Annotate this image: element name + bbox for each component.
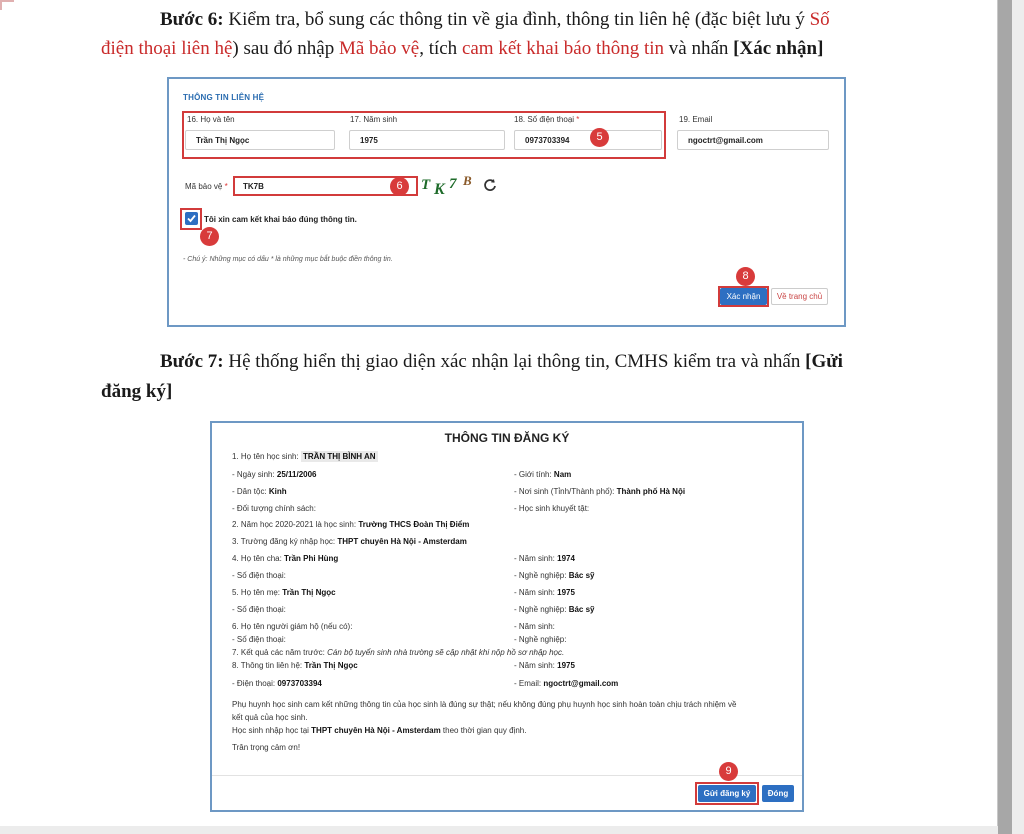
contact-email-value: ngoctrt@gmail.com <box>543 679 619 688</box>
enrollment-line <box>232 726 526 735</box>
captcha-required-mark: * <box>224 182 228 191</box>
contact-section-title: THÔNG TIN LIÊN HỆ <box>183 93 265 102</box>
mother-birth-row <box>514 588 575 597</box>
father-phone-row: - Số điện thoại: <box>232 571 286 580</box>
step6-red2: Mã bảo vệ <box>338 38 420 59</box>
step6-red3: cam kết khai báo thông tin <box>461 38 665 59</box>
contact-birth-row <box>514 661 575 670</box>
mother-job-label: - Nghề nghiệp: <box>514 605 569 614</box>
ethnicity-value: Kinh <box>268 487 287 496</box>
summary-title: THÔNG TIN ĐĂNG KÝ <box>444 431 570 445</box>
page-bottom-strip <box>0 826 998 834</box>
captcha-char-3: 7 <box>449 176 457 192</box>
captcha-label <box>185 182 228 191</box>
guardian-name-row: 6. Họ tên người giám hộ (nếu có): <box>232 622 353 631</box>
step6-line1 <box>160 5 960 34</box>
mother-name-label: 5. Họ tên mẹ: <box>232 588 283 597</box>
contact-email-label: - Email: <box>514 679 544 688</box>
student-name-row <box>232 452 378 461</box>
contact-phone-value: 0973703394 <box>277 679 322 688</box>
refresh-icon[interactable] <box>483 178 497 192</box>
submit-registration-button[interactable]: Gửi đăng ký <box>698 785 756 802</box>
mother-phone-row: - Số điện thoại: <box>232 605 286 614</box>
father-name-value: Trần Phi Hùng <box>284 554 339 563</box>
birthdate-label: - Ngày sinh: <box>232 470 277 479</box>
highlight-submit-button <box>695 782 759 805</box>
mother-job-row <box>514 605 595 614</box>
phone-label-text: 18. Số điện thoại <box>514 115 575 124</box>
policy-row: - Đối tượng chính sách: <box>232 504 316 513</box>
mother-birth-label: - Năm sinh: <box>514 588 558 597</box>
previous-results-row <box>232 648 564 657</box>
contact-birth-label: - Năm sinh: <box>514 661 558 670</box>
birthplace-row <box>514 487 685 496</box>
page-corner-mark <box>0 0 14 10</box>
contact-birth-value: 1975 <box>557 661 575 670</box>
target-school-value: THPT chuyên Hà Nội - Amsterdam <box>337 537 467 546</box>
guardian-birth-row: - Năm sinh: <box>514 622 555 631</box>
father-job-label: - Nghề nghiệp: <box>514 571 569 580</box>
captcha-char-1: T <box>421 177 431 193</box>
enrollment-rest: theo thời gian quy định. <box>440 726 527 735</box>
phone-field[interactable]: 0973703394 <box>514 130 662 150</box>
target-school-label: 3. Trường đăng ký nhập học: <box>232 537 338 546</box>
enrollment-school: THPT chuyên Hà Nội - Amsterdam <box>311 726 441 735</box>
step-badge-5: 5 <box>590 128 609 147</box>
current-school-value: Trường THCS Đoàn Thị Điểm <box>358 520 470 529</box>
footer-divider <box>212 775 802 776</box>
step7-bold-end2: đăng ký] <box>101 381 173 402</box>
highlight-checkbox <box>180 208 202 230</box>
contact-phone-label: - Điện thoại: <box>232 679 278 688</box>
contact-email-row <box>514 679 618 688</box>
disability-row: - Học sinh khuyết tật: <box>514 504 590 513</box>
step6-bold-end: [Xác nhận] <box>733 38 824 59</box>
step7-line2 <box>101 377 501 406</box>
father-job-row <box>514 571 595 580</box>
confirm-button[interactable]: Xác nhận <box>720 288 767 305</box>
current-school-row <box>232 520 469 529</box>
step7-line1 <box>160 347 960 376</box>
mother-job-value: Bác sỹ <box>568 605 595 614</box>
contact-phone-row <box>232 679 322 688</box>
guardian-job-row: - Nghề nghiệp: <box>514 635 567 644</box>
step6-label: Bước 6: <box>160 9 224 30</box>
mother-name-value: Trần Thị Ngọc <box>282 588 336 597</box>
step7-bold-end1: [Gửi <box>805 351 843 372</box>
captcha-input[interactable]: TK7B <box>233 176 418 196</box>
home-button[interactable]: Về trang chủ <box>771 288 828 305</box>
email-label: 19. Email <box>679 115 713 124</box>
guardian-phone-row: - Số điện thoại: <box>232 635 286 644</box>
contact-name-label: 8. Thông tin liên hệ: <box>232 661 305 670</box>
step6-text3: , tích <box>419 38 462 59</box>
highlight-confirm-button <box>718 286 769 307</box>
birth-year-field[interactable]: 1975 <box>349 130 505 150</box>
gender-label: - Giới tính: <box>514 470 554 479</box>
previous-results-label: 7. Kết quả các năm trước: <box>232 648 328 657</box>
student-name-label: 1. Họ tên học sinh: <box>232 452 301 461</box>
step7-text: Hệ thống hiển thị giao diện xác nhận lại thông tin, CMHS kiểm tra và nhấn <box>223 351 806 372</box>
step6-text1: Kiểm tra, bổ sung các thông tin về gia đình, thông tin liên hệ (đặc biệt lưu ý <box>223 9 810 30</box>
name-label: 16. Họ và tên <box>187 115 235 124</box>
name-field[interactable]: Trần Thị Ngọc <box>185 130 335 150</box>
father-name-row <box>232 554 338 563</box>
close-button[interactable]: Đóng <box>762 785 794 802</box>
father-job-value: Bác sỹ <box>568 571 595 580</box>
birthplace-label: - Nơi sinh (Tỉnh/Thành phố): <box>514 487 617 496</box>
step6-text4: và nhấn <box>664 38 734 59</box>
gender-row <box>514 470 571 479</box>
father-birth-label: - Năm sinh: <box>514 554 558 563</box>
ethnicity-label: - Dân tộc: <box>232 487 269 496</box>
birthplace-value: Thành phố Hà Nội <box>616 487 686 496</box>
captcha-char-2: K <box>434 181 445 198</box>
step6-red1b: điện thoại liên hệ <box>101 38 233 59</box>
previous-results-value: Cán bộ tuyển sinh nhà trường sẽ cập nhật khi nộp hồ sơ nhập học. <box>327 648 565 657</box>
birthdate-row <box>232 470 317 479</box>
enrollment-label: Học sinh nhập học tại <box>232 726 312 735</box>
step-badge-8: 8 <box>736 267 755 286</box>
current-school-label: 2. Năm học 2020-2021 là học sinh: <box>232 520 359 529</box>
mother-birth-value: 1975 <box>557 588 575 597</box>
commitment-line1: Phụ huynh học sinh cam kết những thông tin của học sinh là đúng sự thật; nếu không đúng phụ huynh học sinh hoàn toàn chịu trách nhiệm về <box>232 700 737 709</box>
father-birth-row <box>514 554 575 563</box>
father-birth-value: 1974 <box>557 554 575 563</box>
phone-required-mark: * <box>576 115 580 124</box>
step6-line2 <box>101 34 961 63</box>
captcha-image <box>419 173 479 199</box>
mother-name-row <box>232 588 336 597</box>
birthdate-value: 25/11/2006 <box>276 470 317 479</box>
commitment-line2: kết quả của học sinh. <box>232 713 308 722</box>
captcha-char-4: B <box>463 173 472 188</box>
step7-label: Bước 7: <box>160 351 224 372</box>
commit-label: Tôi xin cam kết khai báo đúng thông tin. <box>204 215 357 224</box>
captcha-label-text: Mã bảo vệ <box>185 182 223 191</box>
registration-summary-screenshot <box>210 421 804 812</box>
contact-name-value: Trần Thị Ngọc <box>304 661 358 670</box>
contact-form-screenshot <box>167 77 846 327</box>
gender-value: Nam <box>553 470 572 479</box>
father-name-label: 4. Họ tên cha: <box>232 554 285 563</box>
contact-name-row <box>232 661 358 670</box>
ethnicity-row <box>232 487 287 496</box>
student-name-value: TRẦN THỊ BÌNH AN <box>302 452 376 461</box>
step-badge-6: 6 <box>390 177 409 196</box>
birth-year-label: 17. Năm sinh <box>350 115 398 124</box>
step6-text2: ) sau đó nhập <box>232 38 339 59</box>
viewer-background <box>1012 0 1024 834</box>
required-note: - Chú ý: Những mục có dấu * là những mục bắt buộc điền thông tin. <box>183 256 393 263</box>
step-badge-9: 9 <box>719 762 738 781</box>
step-badge-7: 7 <box>200 227 219 246</box>
step6-red1: Số <box>809 9 830 30</box>
thanks-line: Trân trọng cảm ơn! <box>232 743 301 752</box>
target-school-row <box>232 537 467 546</box>
email-field[interactable]: ngoctrt@gmail.com <box>677 130 829 150</box>
